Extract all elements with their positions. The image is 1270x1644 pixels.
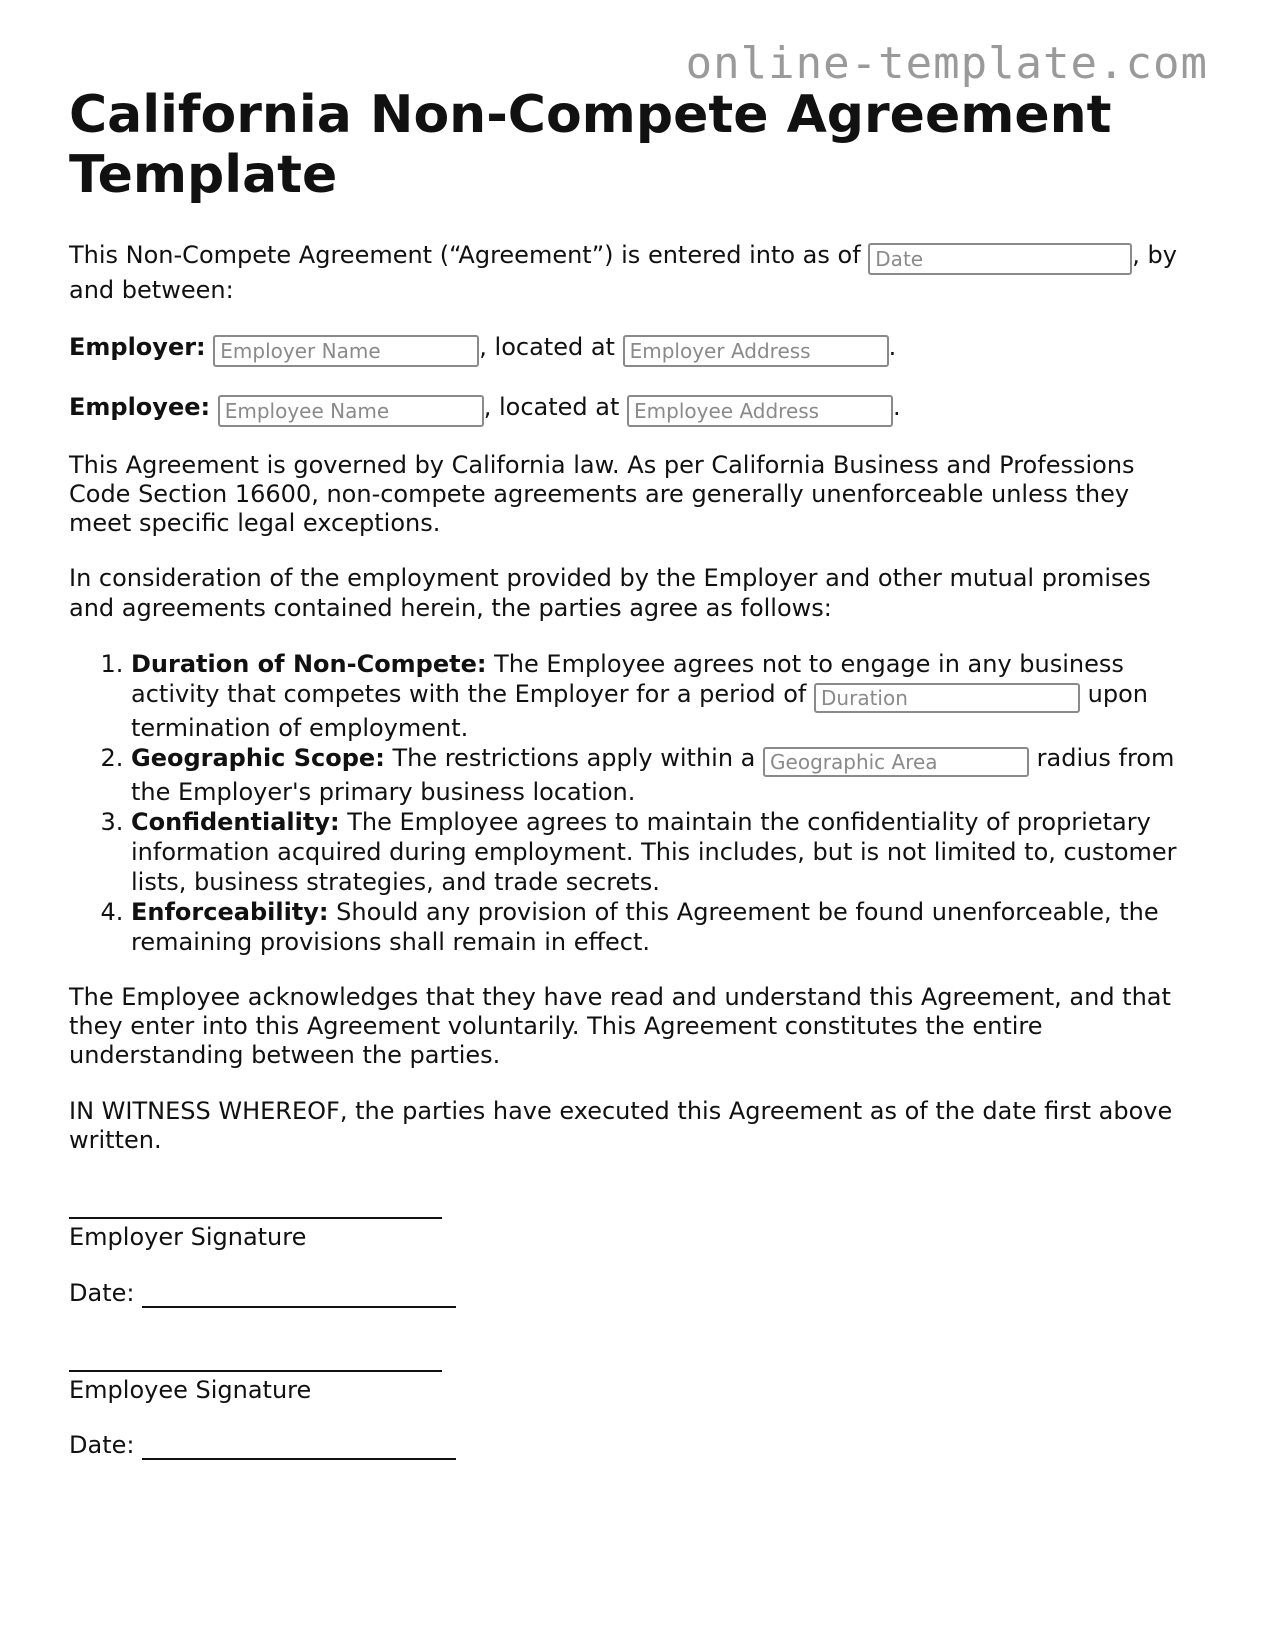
employee-signature-line[interactable] bbox=[69, 1344, 442, 1372]
clause-text: Should any provision of this Agreement be found unenforceable, the remaining provisions shall remain in effect. bbox=[131, 897, 1159, 956]
employee-name-field[interactable] bbox=[218, 395, 484, 427]
clause-text-after: upon termination of employment. bbox=[131, 679, 1148, 742]
employee-located-text: , located at bbox=[483, 392, 620, 421]
clause-text-after: radius from the Employer's primary business location. bbox=[131, 743, 1175, 806]
employee-signature-label: Employee Signature bbox=[69, 1375, 312, 1404]
acknowledgement-paragraph: The Employee acknowledges that they have read and understand this Agreement, and that they enter into this Agreement voluntarily. This Agreement constitutes the entire understanding between the parties. bbox=[69, 982, 1171, 1070]
document-page bbox=[69, 86, 1199, 1496]
intro-text: This Non-Compete Agreement (“Agreement”) is entered into as of bbox=[69, 240, 861, 269]
employer-date-line[interactable] bbox=[142, 1282, 456, 1308]
list-item bbox=[131, 743, 1199, 807]
employee-line bbox=[69, 391, 1199, 427]
clause-text: The Employee agrees not to engage in any business activity that competes with the Employer for a period of bbox=[131, 649, 1124, 708]
watermark: online-template.com bbox=[685, 38, 1208, 89]
clause-heading: Enforceability: bbox=[131, 897, 329, 926]
governing-law-paragraph: This Agreement is governed by California law. As per California Business and Professions Code Section 16600, non-compete agreements are generally unenforceable unless they meet specific legal exceptions. bbox=[69, 450, 1135, 538]
clause-text: The Employee agrees to maintain the confidentiality of proprietary information acquired during employment. This includes, but is not limited to, customer lists, business strategies, and trade secrets. bbox=[131, 807, 1177, 896]
employer-line bbox=[69, 331, 1199, 367]
witness-paragraph: IN WITNESS WHEREOF, the parties have executed this Agreement as of the date first above written. bbox=[69, 1096, 1173, 1154]
employee-address-field[interactable] bbox=[627, 395, 893, 427]
clauses-list bbox=[69, 649, 1199, 957]
employee-date-row bbox=[69, 1431, 1199, 1460]
employee-signature-block bbox=[69, 1344, 1199, 1461]
employer-signature-line[interactable] bbox=[69, 1191, 442, 1219]
employer-label: Employer: bbox=[69, 332, 206, 361]
employer-signature-block bbox=[69, 1191, 1199, 1308]
clause-heading: Duration of Non-Compete: bbox=[131, 649, 487, 678]
list-item bbox=[131, 897, 1199, 957]
employee-date-line[interactable] bbox=[142, 1434, 456, 1460]
consideration-paragraph: In consideration of the employment provided by the Employer and other mutual promises and agreements contained herein, the parties agree as follows: bbox=[69, 564, 1151, 622]
intro-after-text: , by and between: bbox=[69, 240, 1177, 304]
employee-end: . bbox=[893, 392, 901, 421]
page-title: California Non-Compete Agreement Template bbox=[69, 85, 1112, 205]
employer-address-field[interactable] bbox=[623, 335, 889, 367]
duration-field[interactable] bbox=[814, 683, 1080, 713]
employee-label: Employee: bbox=[69, 392, 211, 421]
clause-text: The restrictions apply within a bbox=[392, 743, 756, 772]
employer-name-field[interactable] bbox=[213, 335, 479, 367]
date-label: Date: bbox=[69, 1431, 135, 1460]
list-item bbox=[131, 807, 1199, 897]
agreement-date-field[interactable] bbox=[868, 243, 1132, 275]
clause-heading: Confidentiality: bbox=[131, 807, 340, 836]
list-item bbox=[131, 649, 1199, 743]
intro-paragraph bbox=[69, 240, 1199, 305]
employer-date-row bbox=[69, 1279, 1199, 1308]
geographic-area-field[interactable] bbox=[763, 747, 1029, 777]
employer-located-text: , located at bbox=[479, 332, 615, 361]
employer-end: . bbox=[888, 332, 897, 361]
clause-heading: Geographic Scope: bbox=[131, 743, 385, 772]
employer-signature-label: Employer Signature bbox=[69, 1223, 307, 1252]
date-label: Date: bbox=[69, 1278, 135, 1307]
